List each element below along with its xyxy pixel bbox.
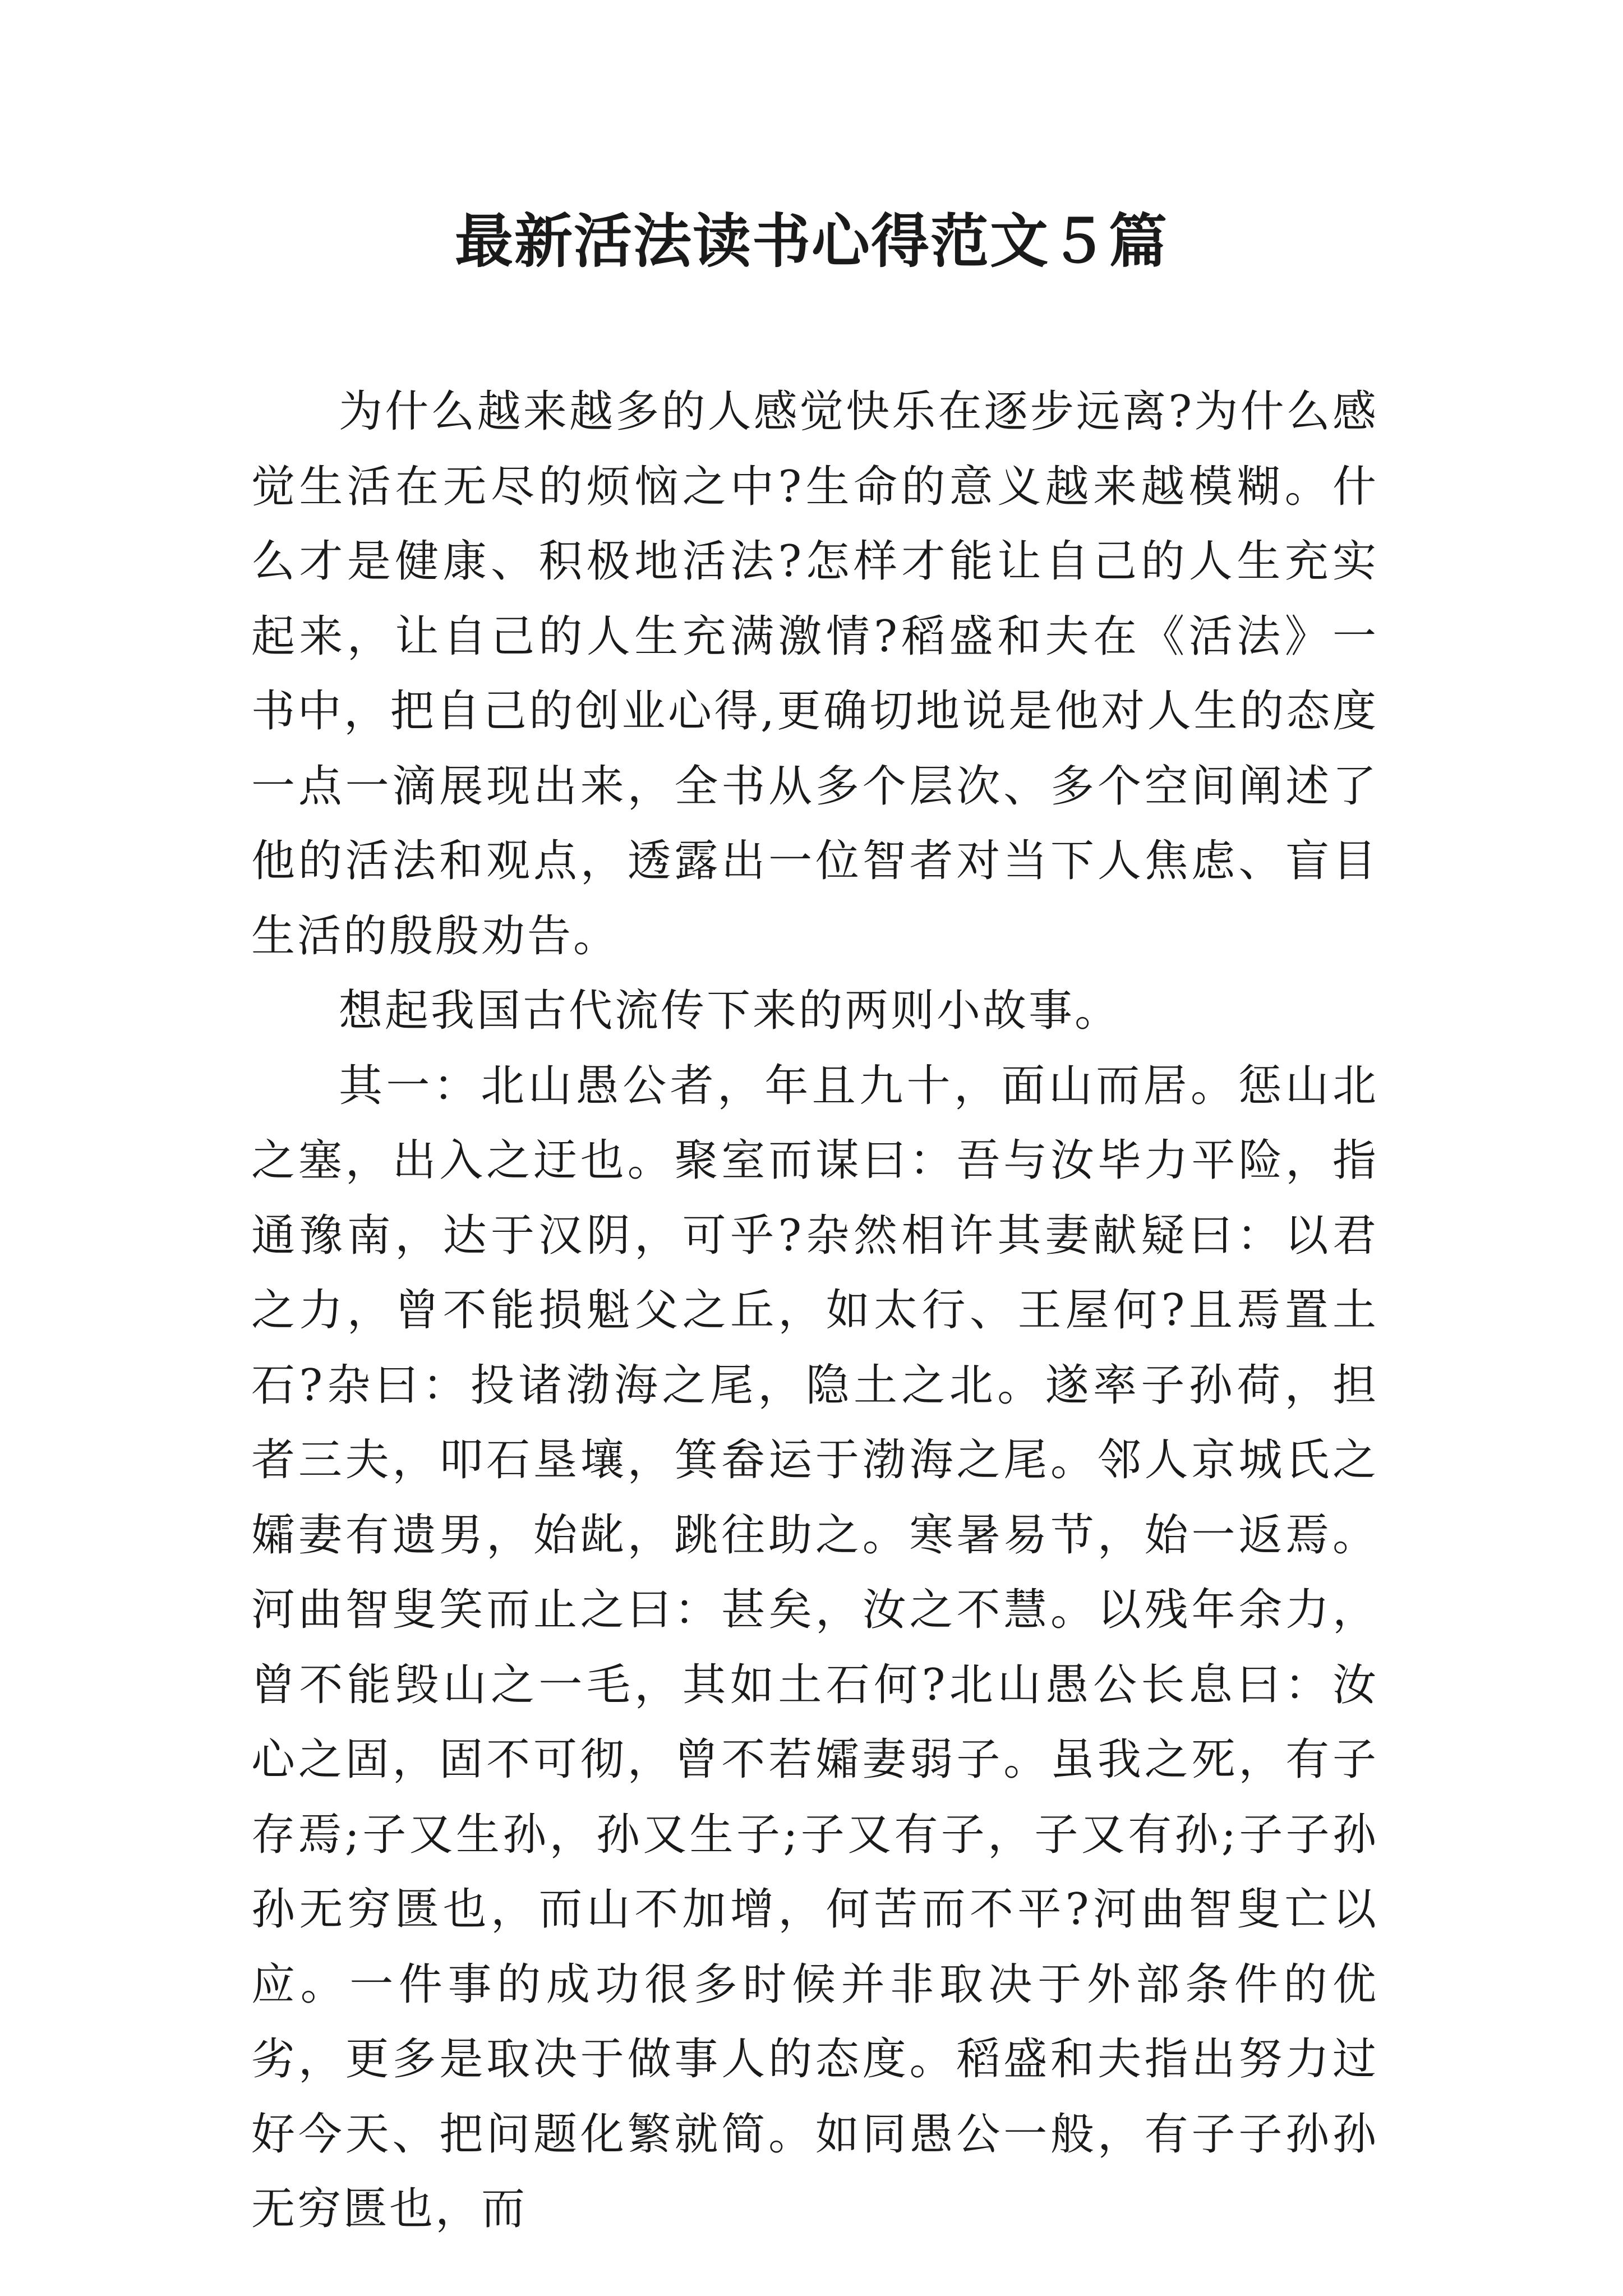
paragraph-intro: 为什么越来越多的人感觉快乐在逐步远离?为什么感觉生活在无尽的烦恼之中?生命的意义越来越模糊。什么才是健康、积极地活法?怎样才能让自己的人生充实起来，让自己的人生充满激情?稻盛和夫在《活法》一书中，把自己的创业心得,更确切地说是他对人生的态度一点一滴展现出来，全书从多个层次、多个空间阐述了他的活法和观点，透露出一位智者对当下人焦虑、盲目生活的殷殷劝告。 (251, 386, 1378, 961)
document-body (251, 375, 1378, 2247)
paragraph-story-one: 其一：北山愚公者，年且九十，面山而居。惩山北之塞，出入之迂也。聚室而谋曰：吾与汝毕力平险，指通豫南，达于汉阴，可乎?杂然相许其妻献疑曰：以君之力，曾不能损魁父之丘，如太行、王屋何?且焉置土石?杂曰：投诸渤海之尾，隐土之北。遂率子孙荷，担者三夫，叩石垦壤，箕畚运于渤海之尾。邻人京城氏之孀妻有遗男，始龀，跳往助之。寒暑易节，始一返焉。河曲智叟笑而止之曰：甚矣，汝之不慧。以残年余力，曾不能毁山之一毛，其如土石何?北山愚公长息曰：汝心之固，固不可彻，曾不若孀妻弱子。虽我之死，有子存焉;子又生孙，孙又生子;子又有子，子又有孙;子子孙孙无穷匮也，而山不加增，何苦而不平?河曲智叟亡以应。一件事的成功很多时候并非取决于外部条件的优劣，更多是取决于做事人的态度。稻盛和夫指出努力过好今天、把问题化繁就简。如同愚公一般，有子子孙孙无穷匮也，而 (251, 1060, 1378, 2234)
paragraph-stories-lead: 想起我国古代流传下来的两则小故事。 (339, 986, 1121, 1036)
document-title: 最新活法读书心得范文５篇 (454, 206, 1168, 275)
